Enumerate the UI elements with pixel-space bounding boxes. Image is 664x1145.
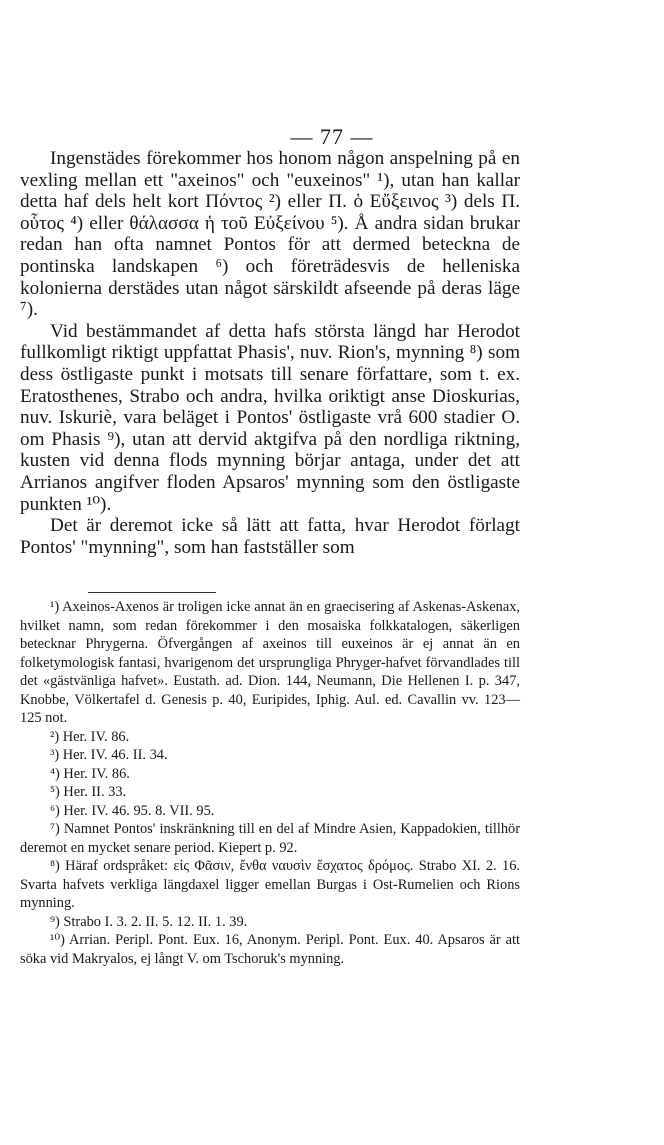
paragraph-2: Vid bestämmandet af detta hafs största längd har Herodot fullkomligt riktigt uppfattat Phasis', nuv. Rion's, mynning ⁸) som dess östligaste punkt i motsats till senare författare, som t. ex. Eratosthenes, Strabo och andra, hvilka oriktigt anse Dioskurias, nuv. Iskuriè, vara beläget i Pontos' östligaste vrå 600 stadier O. om Phasis ⁹), utan att dervid aktgifva på den nordliga riktning, kusten vid denna flods mynning börjar antaga, under det att Arrianos angifver floden Apsaros' mynning som den östligaste punkten ¹⁰). [20, 320, 520, 515]
paragraph-1: Ingenstädes förekommer hos honom någon anspelning på en vexling mellan ett "axeinos" och "euxeinos" ¹), utan han kallar detta haf dels helt kort Πόντος ²) eller Π. ὁ Εὔξεινος ³) dels Π. οὗτος ⁴) eller θάλασσα ἡ τοῦ Εὐξείνου ⁵). Å andra sidan brukar redan han ofta namnet Pontos för att dermed beteckna de pontinska landskapen ⁶) och företrädesvis de helleniska kolonierna derstädes utan något särskildt afseende på deras läge ⁷). [20, 148, 520, 321]
footnote-3: ³) Her. IV. 46. II. 34. [50, 747, 168, 763]
page-number: — 77 — [290, 124, 374, 149]
footnote-8: ⁸) Häraf ordspråket: εἰς Φᾶσιν, ἔνθα ναυσὶν ἔσχατος δρόμος. Strabo XI. 2. 16. Svarta hafvets verkliga längdaxel ligger emellan Burgas i Ost-Rumelien och Rions mynning. [20, 858, 520, 911]
footnote-9: ⁹) Strabo I. 3. 2. II. 5. 12. II. 1. 39. [50, 913, 248, 930]
footnote-6: ⁶) Her. IV. 46. 95. 8. VII. 95. [50, 802, 215, 819]
footnote-10: ¹⁰) Arrian. Peripl. Pont. Eux. 16, Anonym. Peripl. Pont. Eux. 40. Apsaros är att söka vid Makryalos, ej långt V. om Tschoruk's mynning. [20, 932, 520, 967]
footnote-4: ⁴) Her. IV. 86. [50, 765, 130, 782]
footnote-5: ⁵) Her. II. 33. [50, 784, 127, 800]
main-text [20, 148, 520, 558]
footnote-2: ²) Her. IV. 86. [50, 728, 130, 745]
footnote-1: ¹) Axeinos-Axenos är troligen icke annat än en graecisering af Askenas-Askenax, hvilket namn, som redan förekommer i den mosaiska folkkatalogen, säkerligen betecknar Phrygerna. Öfvergången af axeinos till euxeinos är ej annat än en folketymologisk fantasi, hvarigenom det ursprungliga Phryger-hafvet förvandlades till det «gästvänliga hafvet». Eustath. ad. Dion. 144, Neumann, Die Hellenen I. p. 347, Knobbe, Völkertafel d. Genesis p. 40, Euripides, Iphig. Aul. ed. Cavallin vv. 123—125 not. [20, 599, 520, 726]
footnotes [20, 598, 520, 968]
footnote-7: ⁷) Namnet Pontos' inskränkning till en del af Mindre Asien, Kappadokien, tillhör deremot en mycket senare period. Kiepert p. 92. [20, 821, 520, 856]
footnote-separator [88, 592, 216, 593]
paragraph-3: Det är deremot icke så lätt att fatta, hvar Herodot förlagt Pontos' "mynning", som han fastställer som [20, 515, 520, 558]
